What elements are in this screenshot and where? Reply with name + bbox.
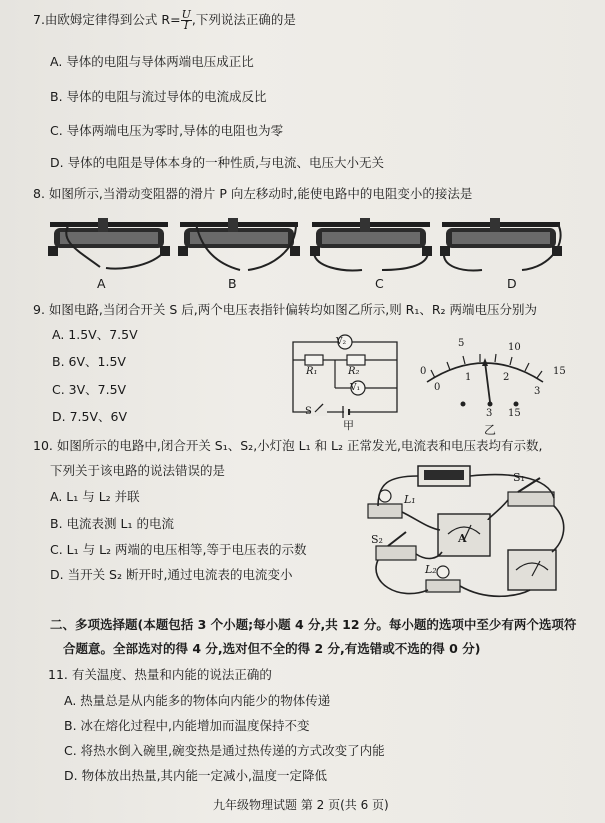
circuit-r1-label: R₁: [306, 366, 318, 377]
rheostat-c: [310, 218, 432, 270]
dial-tick-15: 15: [553, 366, 566, 377]
fig-s1-label: S₁: [513, 471, 525, 484]
q8-stem: 8. 如图所示,当滑动变阻器的滑片 P 向左移动时,能使电路中的电阻变小的接法是: [33, 186, 473, 201]
q8-label-b: B: [228, 276, 237, 291]
rheostat-b: [178, 218, 300, 270]
q10-stem: 10. 如图所示的电路中,闭合开关 S₁、S₂,小灯泡 L₁ 和 L₂ 正常发光,电流表和电压表均有示数,: [33, 438, 543, 453]
q8-label-a: A: [97, 276, 106, 291]
fig-ammeter-label: A: [458, 532, 467, 545]
dial-tick-0-outer: 0: [420, 366, 427, 377]
q9-option-b: B. 6V、1.5V: [52, 354, 126, 369]
q10-option-d: D. 当开关 S₂ 断开时,通过电流表的电流变小: [50, 567, 293, 582]
q8-label-d: D: [507, 276, 517, 291]
q7-stem-suffix: ,下列说法正确的是: [191, 12, 296, 27]
q9-option-a: A. 1.5V、7.5V: [52, 327, 138, 342]
rheostat-a: [48, 218, 170, 269]
rheostat-d: [440, 218, 562, 270]
q10-stem-2: 下列关于该电路的说法错误的是: [50, 463, 226, 478]
q7-option-d: D. 导体的电阻是导体本身的一种性质,与电流、电压大小无关: [50, 155, 385, 170]
q9-option-d: D. 7.5V、6V: [52, 409, 128, 424]
dial-inner-3: 3: [534, 386, 541, 397]
q10-option-a: A. L₁ 与 L₂ 并联: [50, 489, 140, 504]
q8-rheostat-figures: [40, 212, 560, 292]
fig-l1-label: L₁: [404, 493, 416, 506]
q9-stem: 9. 如图电路,当闭合开关 S 后,两个电压表指针偏转均如图乙所示,则 R₁、R₂ 两端电压分别为: [33, 302, 538, 317]
formula-fraction: [181, 10, 192, 31]
q11-option-b: B. 冰在熔化过程中,内能增加而温度保持不变: [64, 718, 310, 733]
circuit-r2-label: R₂: [348, 366, 360, 377]
section2-heading-line2: 合题意。全部选对的得 4 分,选对但不全的得 2 分,有选错或不选的得 0 分): [63, 641, 481, 656]
terminal-15-label: 15: [508, 408, 521, 419]
terminal-3-label: 3: [486, 408, 493, 419]
fraction-denominator: I: [184, 19, 189, 32]
circuit-caption: 甲: [343, 419, 354, 432]
q8-label-c: C: [375, 276, 384, 291]
circuit-switch-label: S: [305, 406, 312, 417]
dial-tick-10: 10: [508, 342, 521, 353]
section2-heading-line1: 二、多项选择题(本题包括 3 个小题;每小题 4 分,共 12 分。每小题的选项中至少有两个选项符: [50, 617, 577, 632]
q10-option-c: C. L₁ 与 L₂ 两端的电压相等,等于电压表的示数: [50, 542, 307, 557]
fraction-numerator: U: [181, 8, 191, 21]
q7-stem: [33, 10, 296, 31]
dial-caption: 乙: [484, 423, 497, 437]
q11-stem: 11. 有关温度、热量和内能的说法正确的: [48, 667, 272, 682]
circuit-v2-label: V₂: [336, 337, 347, 347]
circuit-v1-label: V₁: [350, 383, 361, 393]
dial-inner-0: 0: [434, 382, 441, 393]
fig-s2-label: S₂: [371, 533, 383, 546]
q7-option-c: C. 导体两端电压为零时,导体的电阻也为零: [50, 123, 284, 138]
dial-inner-2: 2: [503, 372, 510, 383]
page-footer: 九年级物理试题 第 2 页(共 6 页): [213, 798, 389, 812]
dial-tick-5: 5: [458, 338, 465, 349]
q11-option-c: C. 将热水倒入碗里,碗变热是通过热传递的方式改变了内能: [64, 743, 385, 758]
q9-option-c: C. 3V、7.5V: [52, 382, 127, 397]
q7-stem-prefix: 7.由欧姆定律得到公式 R=: [33, 12, 181, 27]
q7-option-b: B. 导体的电阻与流过导体的电流成反比: [50, 89, 267, 104]
q11-option-d: D. 物体放出热量,其内能一定减小,温度一定降低: [64, 768, 328, 783]
q10-option-b: B. 电流表测 L₁ 的电流: [50, 516, 174, 531]
q11-option-a: A. 热量总是从内能多的物体向内能少的物体传递: [64, 693, 331, 708]
fig-l2-label: L₂: [425, 563, 437, 576]
dial-inner-1: 1: [465, 372, 472, 383]
q7-option-a: A. 导体的电阻与导体两端电压成正比: [50, 54, 254, 69]
